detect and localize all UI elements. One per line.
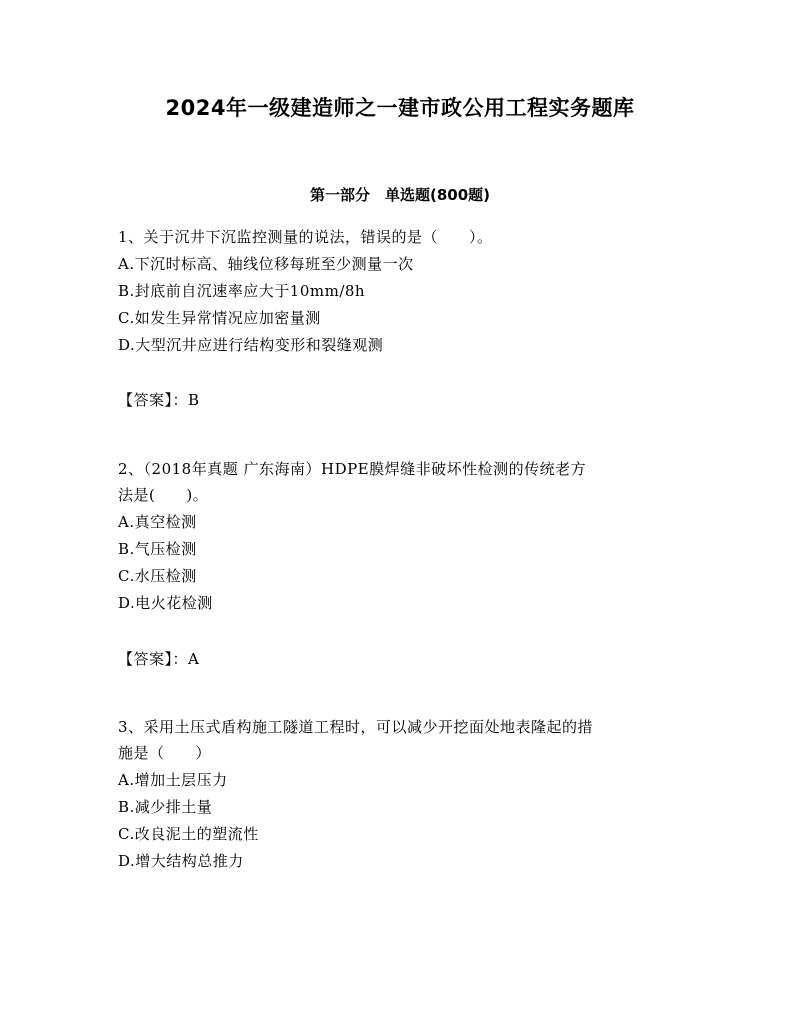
question-1-option-b: B.封底前自沉速率应大于10mm/8h	[118, 282, 366, 300]
question-1-option-d: D.大型沉井应进行结构变形和裂缝观测	[118, 336, 384, 354]
question-3-stem-cont: 施是（ ）	[118, 744, 212, 762]
question-1-option-c: C.如发生异常情况应加密量测	[118, 309, 321, 327]
question-1-answer: 【答案】：B	[118, 391, 200, 409]
question-2-option-b: B.气压检测	[118, 540, 197, 558]
question-1-option-a: A.下沉时标高、轴线位移每班至少测量一次	[118, 255, 414, 273]
question-1-stem: 1、关于沉井下沉监控测量的说法，错误的是（ ）。	[118, 228, 493, 246]
question-2-answer: 【答案】：A	[118, 650, 200, 668]
section-heading: 第一部分 单选题(800题)	[309, 186, 491, 204]
question-2-stem: 2、（2018年真题 广东海南）HDPE膜焊缝非破坏性检测的传统老方	[118, 460, 587, 478]
question-2-stem-cont: 法是( )。	[118, 486, 209, 504]
question-2-option-d: D.电火花检测	[118, 594, 213, 612]
question-3-option-a: A.增加土层压力	[118, 771, 228, 789]
question-3-option-d: D.增大结构总推力	[118, 852, 244, 870]
question-3-option-b: B.减少排土量	[118, 798, 213, 816]
question-2-option-c: C.水压检测	[118, 567, 197, 585]
question-2-option-a: A.真空检测	[118, 513, 197, 531]
document-title: 2024年一级建造师之一建市政公用工程实务题库	[165, 96, 635, 120]
question-3-option-c: C.改良泥土的塑流性	[118, 825, 259, 843]
question-3-stem: 3、采用土压式盾构施工隧道工程时，可以减少开挖面处地表隆起的措	[118, 718, 594, 736]
